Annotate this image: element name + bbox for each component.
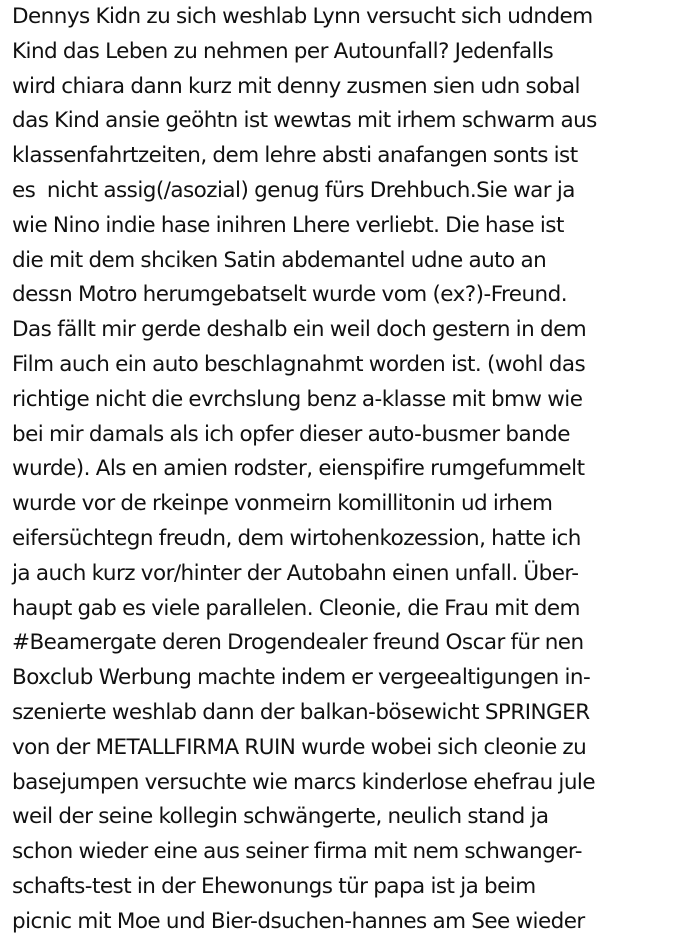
text-line: das Kind ansie geöhtn ist wewtas mit irhem schwarm aus	[12, 108, 597, 134]
text-line: schon wieder eine aus seiner firma mit nem schwanger-	[12, 839, 583, 865]
text-line: wurde). Als en amien rodster, eienspifire rumgefummelt	[12, 456, 585, 482]
text-line: szenierte weshlab dann der balkan-bösewicht SPRINGER	[12, 699, 590, 725]
text-line: haupt gab es viele parallelen. Cleonie, die Frau mit dem	[12, 595, 580, 621]
text-line: #Beamergate deren Drogendealer freund Oscar für nen	[12, 630, 584, 656]
text-line: bei mir damals als ich opfer dieser auto-busmer bande	[12, 421, 570, 447]
text-line: dessn Motro herumgebatselt wurde vom (ex?)-Freund.	[12, 282, 567, 308]
text-line: wie Nino indie hase inihren Lhere verliebt. Die hase ist	[12, 212, 564, 238]
text-line: picnic mit Moe und Bier-dsuchen-hannes am See wieder	[12, 908, 585, 934]
text-line: Boxclub Werbung machte indem er vergeealtigungen in-	[12, 665, 591, 691]
text-line: Dennys Kidn zu sich weshlab Lynn versucht sich udndem	[12, 4, 593, 29]
text-line: von der METALLFIRMA RUIN wurde wobei sich cleonie zu	[12, 734, 587, 760]
text-line: Film auch ein auto beschlagnahmt worden ist. (wohl das	[12, 351, 586, 377]
text-line: richtige nicht die evrchslung benz a-klasse mit bmw wie	[12, 386, 583, 412]
text-line: Kind das Leben zu nehmen per Autounfall? Jedenfalls	[12, 38, 554, 64]
text-line: schafts-test in der Ehewonungs tür papa ist ja beim	[12, 873, 536, 899]
text-line: wird chiara dann kurz mit denny zusmen sien udn sobal	[12, 73, 580, 99]
text-line: basejumpen versuchte wie marcs kinderlose ehefrau jule	[12, 769, 596, 795]
text-line: wurde vor de rkeinpe vonmeirn komillitonin ud irhem	[12, 491, 553, 517]
text-line: die mit dem shciken Satin abdemantel udne auto an	[12, 247, 547, 273]
document-body-text	[12, 0, 680, 940]
text-line: Das fällt mir gerde deshalb ein weil doch gestern in dem	[12, 317, 587, 343]
text-line: klassenfahrtzeiten, dem lehre absti anafangen sonts ist	[12, 143, 578, 169]
text-line: eifersüchtegn freudn, dem wirtohenkozession, hatte ich	[12, 525, 581, 551]
text-line: es nicht assig(/asozial) genug fürs Drehbuch.Sie war ja	[12, 177, 575, 203]
text-line: ja auch kurz vor/hinter der Autobahn einen unfall. Über-	[12, 560, 579, 586]
text-line: weil der seine kollegin schwängerte, neulich stand ja	[12, 804, 549, 830]
